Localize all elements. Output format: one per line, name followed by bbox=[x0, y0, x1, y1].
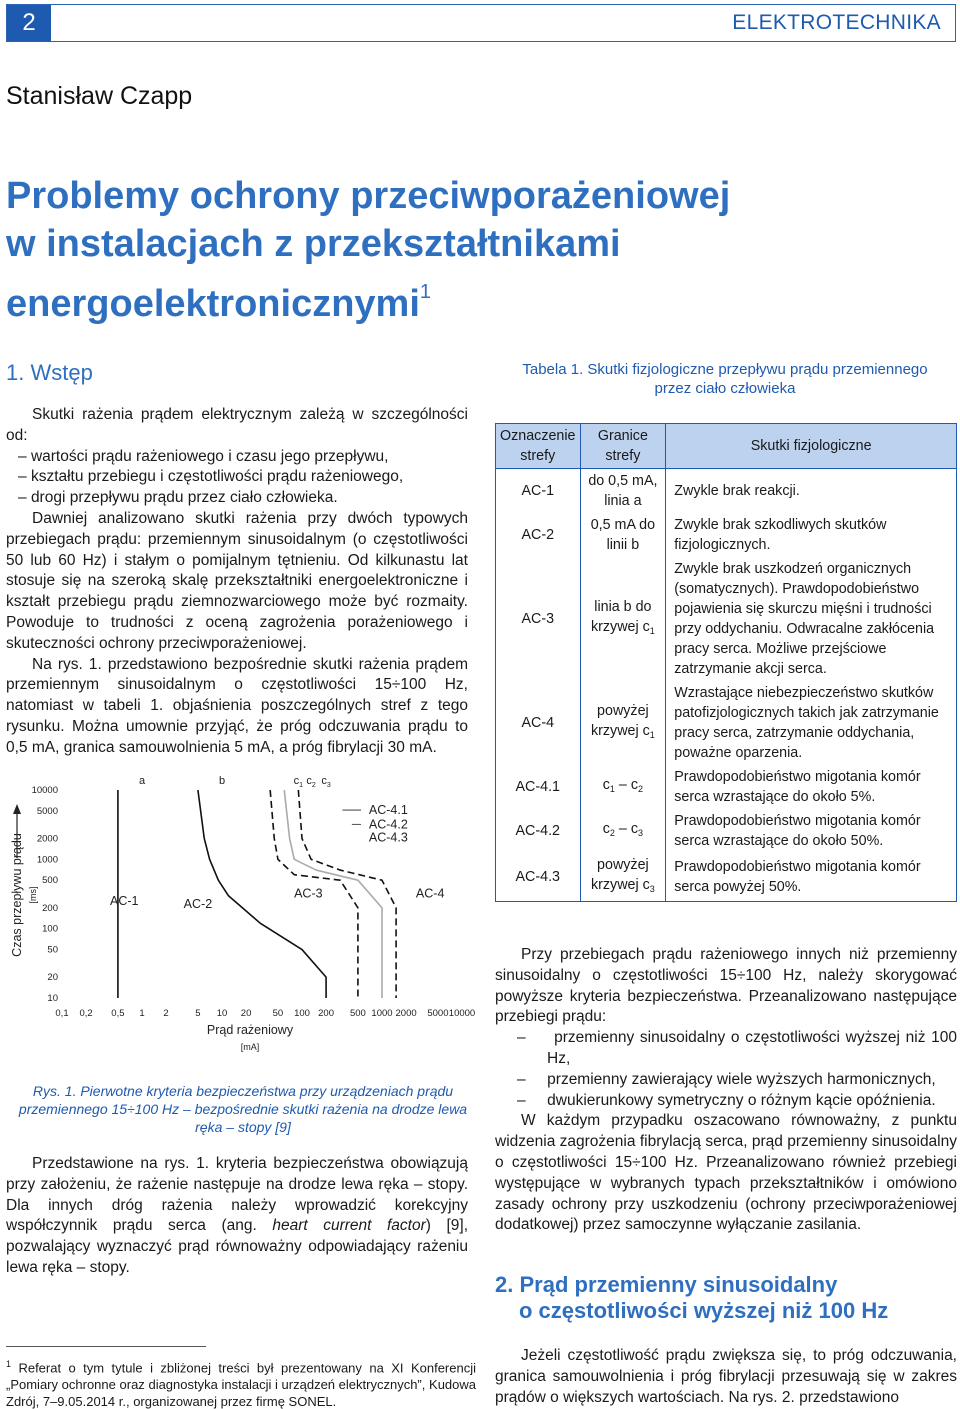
x-tick-label: 50 bbox=[272, 1008, 284, 1019]
table-row bbox=[496, 557, 957, 681]
zone-cell: AC-4.1 bbox=[496, 765, 581, 809]
table-caption: Tabela 1. Skutki fizjologiczne przepływu prądu przemiennego przez ciało człowieka bbox=[522, 361, 928, 397]
x-tick-label: 2 bbox=[163, 1008, 169, 1019]
limits-cell: linia b do krzywej $c_1$ bbox=[580, 557, 666, 681]
list-item: – przemienny zawierający wiele wyższych harmonicznych, bbox=[517, 1070, 936, 1088]
table-row bbox=[496, 765, 957, 809]
x-tick-label: 1 bbox=[139, 1008, 145, 1019]
zone-cell: AC-1 bbox=[496, 469, 581, 514]
paragraph-4: Przedstawione na rys. 1. kryteria bezpieczeństwa obowiązują przy założeniu, że rażenie następuje na drodze lewa ręka – stopy. Dla innych dróg rażenia należy wprowadzić korekcyjny współczynnik prądu serca (ang. heart current factor) [9], pozwalający wyznaczyć prąd równoważny odpowiadający rażeniu lewa ręka – stopy. bbox=[6, 1155, 469, 1276]
page-header bbox=[6, 4, 956, 42]
x-tick-label: 5000 bbox=[427, 1008, 449, 1019]
header-effects: Skutki fizjologiczne bbox=[666, 424, 957, 469]
curve-label-c2: $c_2$ bbox=[306, 775, 316, 789]
effects-cell: Wzrastające niebezpieczeństwo skutków patofizjologicznych takich jak zatrzymanie pracy serca, zatrzymanie oddychania, poważne oparzenia. bbox=[666, 681, 957, 765]
effects-cell: Prawdopodobieństwo migotania komór serca wzrastające do około 5%. bbox=[666, 765, 957, 809]
zone-label: AC-1 bbox=[110, 893, 139, 908]
limits-cell: $c_1 - c_2$ bbox=[580, 765, 666, 809]
footnote-divider bbox=[6, 1346, 206, 1347]
sub-zone-label: AC-4.3 bbox=[368, 830, 408, 845]
table-row bbox=[496, 681, 957, 765]
y-tick-label: 10000 bbox=[31, 785, 58, 796]
chart-figure bbox=[0, 770, 480, 1070]
zone-cell: AC-4.3 bbox=[496, 853, 581, 902]
list-item: – wartości prądu rażeniowego i czasu jego przepływu, bbox=[18, 447, 389, 465]
footnote: $^1$ Referat o tym tytule i zbliżonej treści był prezentowany na XI Konferencji „Pomiary ochronne oraz diagnostyka instalacji i urządzeń elektrycznych”, Kudowa Zdrój, 7–9.05.2014 r., organizowanej przez firmę SONEL. bbox=[6, 1359, 476, 1409]
zone-cell: AC-3 bbox=[496, 557, 581, 681]
y-tick-label: 20 bbox=[47, 972, 58, 984]
paragraph-r2: W każdym przypadku oszacowano równoważny, z punktu widzenia zagrożenia fibrylacją serca, prąd przemienny sinusoidalny o częstotliwości 15÷100 Hz. Przeanalizowano również przebiegi występujące w wybranych typach przekształtników i omówiono zasady ochrony przy uszkodzeniu (ochrony przeciwporażeniowej dodatkowej) przez samoczynne wyłączanie zasilania. bbox=[495, 1112, 957, 1234]
x-axis-label: Prąd rażeniowy bbox=[206, 1023, 294, 1037]
paragraph-3: Na rys. 1. przedstawiono bezpośrednie skutki rażenia prądem przemiennym sinusoidalnym o częstotliwości 15÷100 Hz, natomiast w tabeli 1. objaśnienia poszczególnych stref z tego rysunku. Można umownie przyjąć, że próg odczuwania prądu to 0,5 mA, granica samouwolnienia 5 mA, a próg fibrylacji 30 mA. bbox=[6, 655, 468, 756]
y-tick-label: 100 bbox=[42, 923, 58, 935]
section-1-continued bbox=[6, 1154, 468, 1279]
effects-cell: Prawdopodobieństwo migotania komór serca powyżej 50%. bbox=[666, 853, 957, 902]
y-tick-label: 10 bbox=[47, 993, 58, 1004]
x-tick-label: 500 bbox=[349, 1008, 366, 1019]
x-tick-label: 2000 bbox=[395, 1008, 417, 1019]
limits-cell: 0,5 mA do linii b bbox=[580, 513, 666, 557]
x-tick-label: 5 bbox=[195, 1008, 201, 1019]
x-axis-unit: [mA] bbox=[240, 1042, 260, 1052]
x-tick-label: 20 bbox=[240, 1008, 252, 1019]
y-tick-label: 500 bbox=[42, 875, 58, 887]
y-tick-label: 5000 bbox=[36, 805, 58, 817]
title-footnote-mark: 1 bbox=[419, 281, 432, 303]
y-tick-label: 2000 bbox=[36, 833, 58, 845]
list-item: – kształtu przebiegu i częstotliwości prądu rażeniowego, bbox=[18, 468, 404, 486]
zone-label: AC-4 bbox=[415, 886, 445, 901]
page-number: 2 bbox=[7, 5, 51, 41]
table-header-row bbox=[496, 424, 957, 469]
effects-cell: Prawdopodobieństwo migotania komór serca wzrastające do około 50%. bbox=[666, 809, 957, 853]
zone-label: AC-3 bbox=[294, 886, 323, 901]
section-2-heading: 2. Prąd przemienny sinusoidalny o częstotliwości wyższej niż 100 Hz bbox=[495, 1272, 889, 1323]
zone-cell: AC-2 bbox=[496, 513, 581, 557]
paragraph-r1: Przy przebiegach prądu rażeniowego innych niż przemienny sinusoidalny o częstotliwości 15÷100 Hz, należy skorygować powyższe kryteria bezpieczeństwa. Przeanalizowano następujące przebiegi prądu: bbox=[495, 946, 957, 1026]
limits-cell: powyżej krzywej $c_3$ bbox=[580, 853, 666, 902]
paragraph-r3: Jeżeli częstotliwość prądu zwiększa się, to próg odczuwania, granica samouwolnienia i próg fibrylacji przesuwają się w zakres prądów o większych wartościach. Na rys. 2. przedstawiono bbox=[495, 1347, 957, 1406]
table-row bbox=[496, 513, 957, 557]
x-tick-label: 0,1 bbox=[55, 1008, 69, 1019]
table-row bbox=[496, 469, 957, 514]
list-item: – drogi przepływu prądu przez ciało człowieka. bbox=[18, 489, 338, 507]
right-column-body bbox=[495, 945, 957, 1236]
x-tick-label: 10000 bbox=[448, 1008, 476, 1019]
x-tick-label: 0,5 bbox=[111, 1008, 125, 1019]
title-line-3: energoelektronicznymi bbox=[6, 283, 420, 325]
section-1-heading: 1. Wstęp bbox=[6, 360, 93, 385]
title-line-1: Problemy ochrony przeciwporażeniowej bbox=[6, 175, 731, 217]
y-tick-label: 200 bbox=[42, 902, 58, 914]
figure-caption: Rys. 1. Pierwotne kryteria bezpieczeństwa przy urządzeniach prądu przemiennego 15÷100 Hz – bezpośrednie skutki rażenia na drodze lewa ręka – stopy [9] bbox=[18, 1083, 468, 1135]
zone-label: AC-2 bbox=[183, 896, 213, 911]
y-tick-label: 50 bbox=[47, 944, 58, 956]
title-line-2: w instalacjach z przekształtnikami bbox=[6, 223, 621, 265]
x-tick-label: 1000 bbox=[371, 1008, 393, 1019]
table-row bbox=[496, 853, 957, 902]
limits-cell: powyżej krzywej $c_1$ bbox=[580, 681, 666, 765]
intro-paragraph: Skutki rażenia prądem elektrycznym zależą w szczególności od: bbox=[6, 406, 468, 444]
effects-cell: Zwykle brak reakcji. bbox=[666, 469, 957, 514]
curve-label-c3: $c_3$ bbox=[321, 775, 331, 789]
list-item: – przemienny sinusoidalny o częstotliwości wyższej niż 100 Hz, bbox=[517, 1029, 958, 1067]
x-tick-label: 10 bbox=[216, 1008, 228, 1019]
x-tick-label: 100 bbox=[294, 1008, 310, 1019]
section-1-body bbox=[6, 405, 468, 759]
section-2-body bbox=[495, 1346, 957, 1408]
list-item: – dwukierunkowy symetryczny o różnym kącie opóźnienia. bbox=[517, 1091, 936, 1109]
sub-zone-label: AC-4.1 bbox=[368, 803, 408, 818]
author-name: Stanisław Czapp bbox=[6, 82, 193, 110]
zones-table bbox=[495, 423, 957, 902]
article-title bbox=[6, 172, 906, 328]
curve-label-b: b bbox=[218, 775, 226, 787]
effects-cell: Zwykle brak uszkodzeń organicznych (somatycznych). Prawdopodobieństwo pojawienia się skurczu mięśni i trudności przy oddychaniu. Odwracalne zakłócenia pracy serca. Możliwe przejściowe zatrzymanie akcji serca. bbox=[666, 557, 957, 681]
journal-name: ELEKTROTECHNIKA bbox=[732, 11, 941, 34]
curve-label-a: a bbox=[138, 775, 146, 787]
y-axis-label: Czas przepływu prądu bbox=[10, 833, 24, 957]
y-axis-arrowhead bbox=[13, 804, 21, 814]
limits-cell: $c_2 - c_3$ bbox=[580, 809, 666, 853]
x-tick-label: 0,2 bbox=[79, 1008, 93, 1019]
header-limits: Granice strefy bbox=[580, 424, 666, 469]
sub-zone-label: AC-4.2 bbox=[368, 817, 408, 832]
zone-cell: AC-4 bbox=[496, 681, 581, 765]
limits-cell: do 0,5 mA, linia a bbox=[580, 469, 666, 514]
curve-label-c1: $c_1$ bbox=[293, 775, 304, 789]
y-axis-unit: [ms] bbox=[28, 886, 38, 904]
y-tick-label: 1000 bbox=[36, 854, 58, 866]
x-tick-label: 200 bbox=[318, 1008, 335, 1019]
table-row bbox=[496, 809, 957, 853]
effects-cell: Zwykle brak szkodliwych skutków fizjologicznych. bbox=[666, 513, 957, 557]
header-zone: Oznaczenie strefy bbox=[496, 424, 581, 469]
paragraph-2: Dawniej analizowano skutki rażenia przy dwóch typowych przebiegach prądu: przemiennym sinusoidalnym (o częstotliwości 50 lub 60 Hz) i stałym o pomijalnym tętnieniu. Od kilkunastu lat stosuje się na szeroką skalę przekształtniki energoelektroniczne i kształt przebiegu prądu ziemnozwarciowego może być rozmaity. Powoduje to trudności z oceną zagrożenia porażeniowego i skuteczności ochrony przeciwporażeniowej. bbox=[6, 509, 468, 652]
zone-cell: AC-4.2 bbox=[496, 809, 581, 853]
